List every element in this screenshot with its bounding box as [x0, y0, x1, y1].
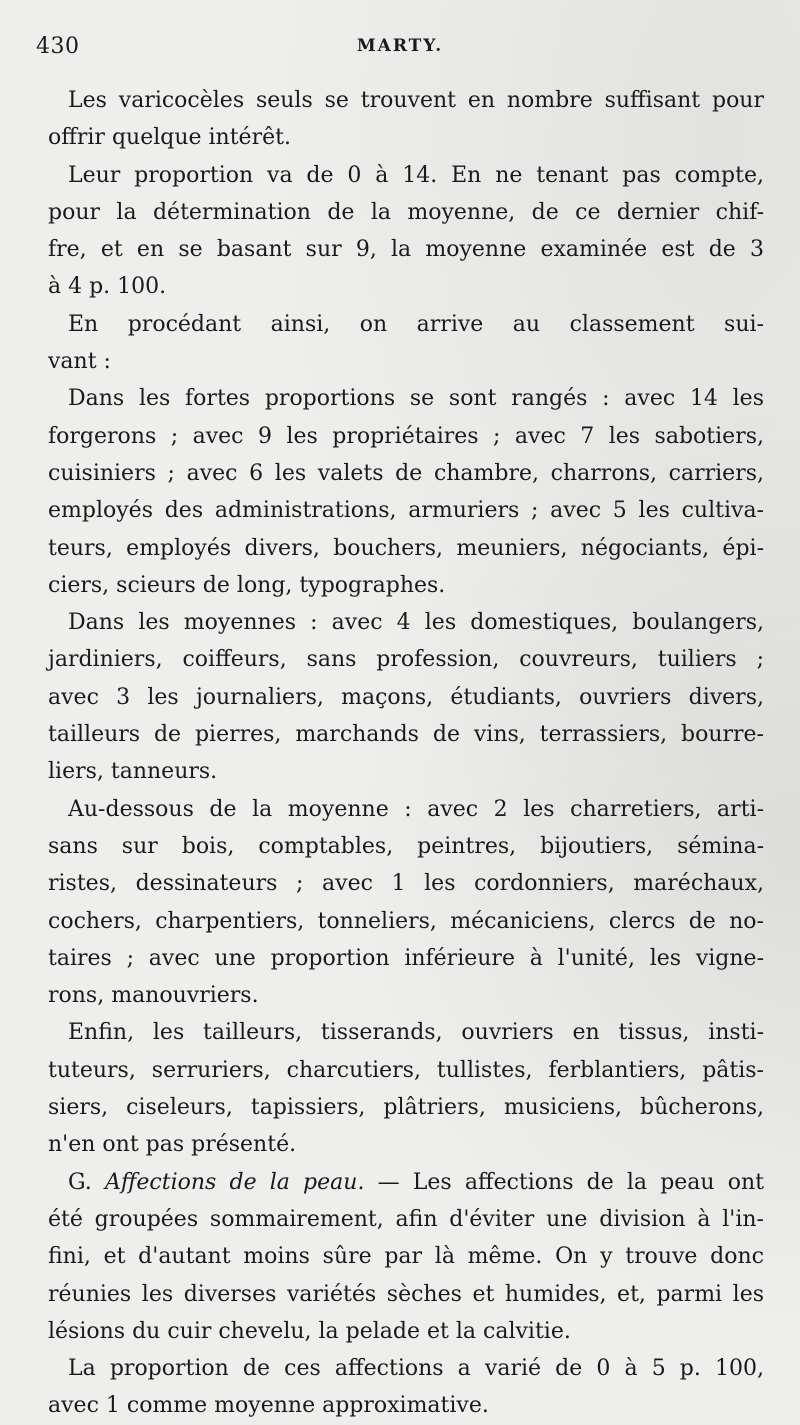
- text-line: tailleurs de pierres, marchands de vins, terrassiers, bourre-: [48, 722, 764, 748]
- text-line: rons, manouvriers.: [48, 983, 259, 1009]
- text-line: sans sur bois, comptables, peintres, bijoutiers, sémina-: [48, 833, 764, 859]
- text-line: siers, ciseleurs, tapissiers, plâtriers, musiciens, bûcherons,: [48, 1095, 764, 1121]
- text-line: ciers, scieurs de long, typographes.: [48, 572, 446, 598]
- text-line: Les varicocèles seuls se trouvent en nombre suffisant pour: [68, 88, 764, 113]
- text-line: pour la détermination de la moyenne, de ce dernier chif-: [48, 199, 764, 225]
- text-line: lésions du cuir chevelu, la pelade et la calvitie.: [48, 1318, 571, 1344]
- text-line: Dans les moyennes : avec 4 les domestiques, boulangers,: [68, 610, 764, 636]
- text-line: réunies les diverses variétés sèches et humides, et, parmi les: [48, 1281, 764, 1307]
- text-line: forgerons ; avec 9 les propriétaires ; avec 7 les sabotiers,: [48, 423, 764, 449]
- text-line: taires ; avec une proportion inférieure à l'unité, les vigne-: [48, 945, 764, 971]
- text-line: Enfin, les tailleurs, tisserands, ouvriers en tissus, insti-: [68, 1020, 764, 1046]
- body-text: [48, 82, 764, 1425]
- running-title: MARTY.: [356, 36, 444, 56]
- text-line: avec 3 les journaliers, maçons, étudiants, ouvriers divers,: [48, 684, 764, 710]
- text-line: à 4 p. 100.: [48, 274, 167, 300]
- text-line: été groupées sommairement, afin d'éviter une division à l'in-: [48, 1206, 764, 1232]
- section-marker: G.: [68, 1169, 105, 1195]
- text-line: cuisiniers ; avec 6 les valets de chambre, charrons, carriers,: [48, 460, 764, 486]
- running-head: [0, 34, 800, 64]
- text-line: Au-dessous de la moyenne : avec 2 les charretiers, arti-: [68, 796, 764, 822]
- text-line: ristes, dessinateurs ; avec 1 les cordonniers, maréchaux,: [48, 871, 764, 897]
- text-line: employés des administrations, armuriers ; avec 5 les cultiva-: [48, 498, 764, 524]
- page-number: 430: [36, 34, 80, 59]
- text-line: n'en ont pas présenté.: [48, 1132, 297, 1158]
- text-line: avec 1 comme moyenne approximative.: [48, 1393, 489, 1419]
- section-text: — Les affections de la peau ont: [364, 1169, 764, 1195]
- text-line: fre, et en se basant sur 9, la moyenne examinée est de 3: [48, 237, 764, 263]
- text-line: La proportion de ces affections a varié de 0 à 5 p. 100,: [68, 1356, 764, 1382]
- section-heading: Affections de la peau.: [104, 1169, 365, 1195]
- text-line: offrir quelque intérêt.: [48, 125, 291, 151]
- text-line: Leur proportion va de 0 à 14. En ne tenant pas compte,: [68, 162, 764, 188]
- text-line: liers, tanneurs.: [48, 759, 218, 785]
- text-line: vant :: [48, 349, 111, 375]
- text-line: fini, et d'autant moins sûre par là même. On y trouve donc: [48, 1244, 764, 1270]
- text-line: tuteurs, serruriers, charcutiers, tullistes, ferblantiers, pâtis-: [48, 1057, 764, 1083]
- text-line: [48, 1164, 764, 1201]
- text-line: cochers, charpentiers, tonneliers, mécaniciens, clercs de no-: [48, 908, 764, 934]
- text-line: teurs, employés divers, bouchers, meuniers, négociants, épi-: [48, 535, 764, 561]
- text-line: Dans les fortes proportions se sont rangés : avec 14 les: [68, 386, 764, 412]
- text-line: En procédant ainsi, on arrive au classement sui-: [68, 311, 764, 337]
- text-line: jardiniers, coiffeurs, sans profession, couvreurs, tuiliers ;: [48, 647, 764, 673]
